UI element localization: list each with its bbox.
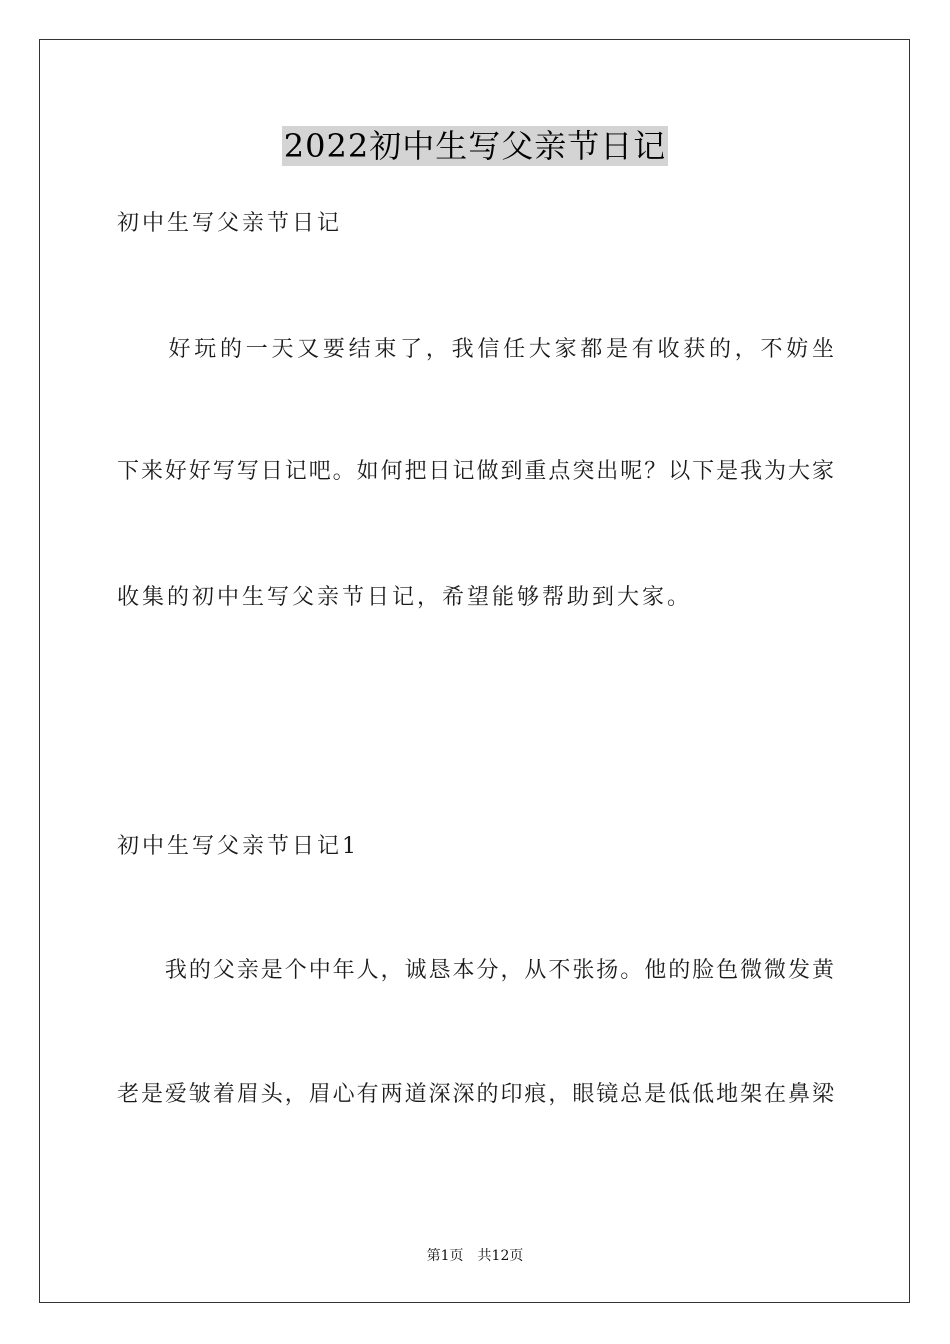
body-line-2: 老是爱皱着眉头，眉心有两道深深的印痕，眼镜总是低低地架在鼻梁 <box>117 1082 834 1107</box>
section-heading: 初中生写父亲节日记1 <box>117 834 359 859</box>
page-number: 第1页 <box>426 1248 464 1264</box>
body-line-1: 我的父亲是个中年人，诚恳本分，从不张扬。他的脸色微微发黄 <box>117 958 834 983</box>
document-title: 2022初中生写父亲节日记 <box>283 127 667 165</box>
intro-line-1: 好玩的一天又要结束了，我信任大家都是有收获的，不妨坐 <box>117 337 834 362</box>
document-subtitle: 初中生写父亲节日记 <box>117 211 343 236</box>
intro-line-3: 收集的初中生写父亲节日记，希望能够帮助到大家。 <box>117 585 693 610</box>
title-container <box>0 126 950 166</box>
page-footer <box>0 1246 950 1266</box>
intro-line-2: 下来好好写写日记吧。如何把日记做到重点突出呢？以下是我为大家 <box>117 459 834 484</box>
page-total: 共12页 <box>477 1248 524 1264</box>
